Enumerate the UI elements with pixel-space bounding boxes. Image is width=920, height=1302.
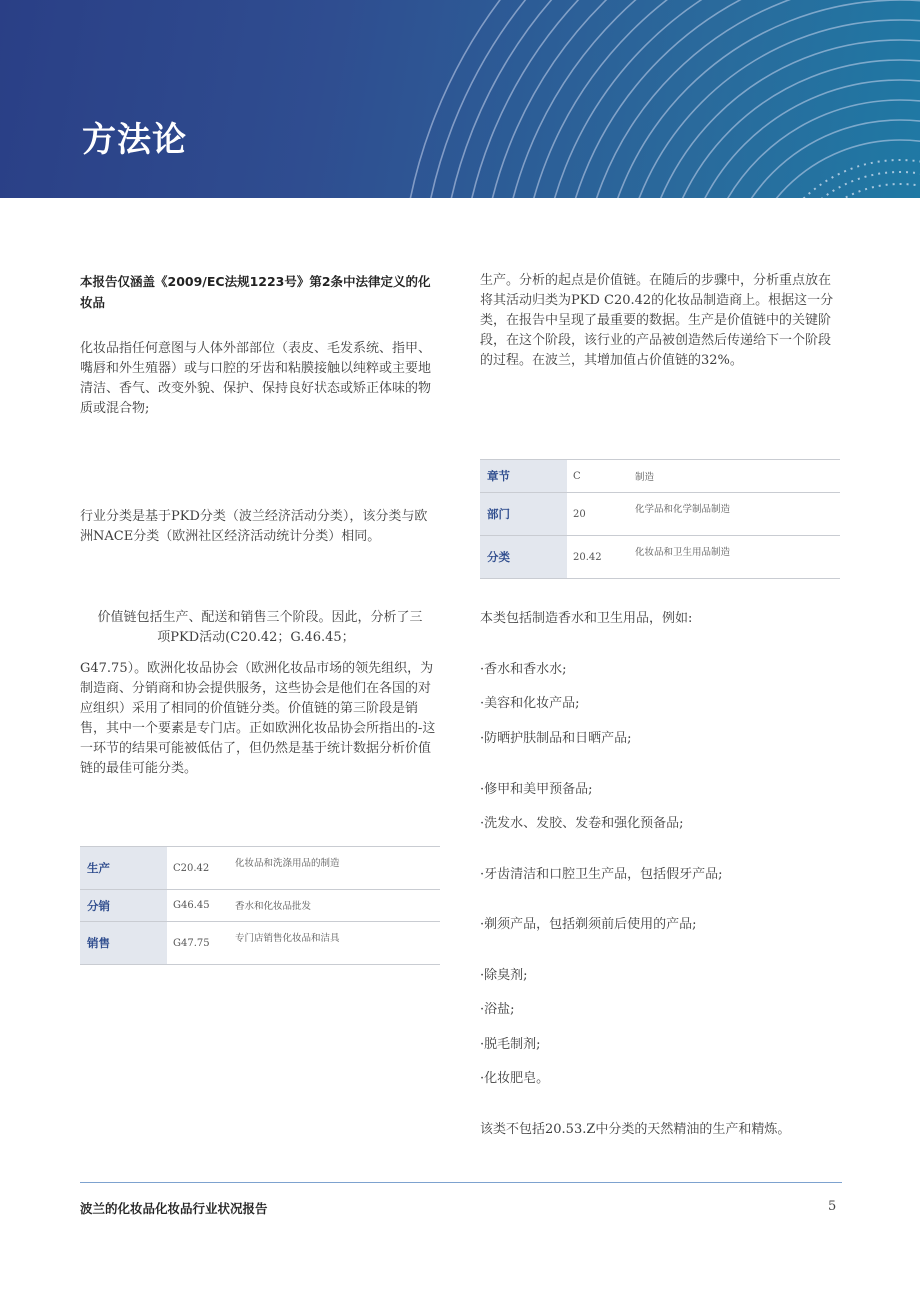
- list-item: ·香水和香水水;: [480, 662, 567, 677]
- exclusion-note: 该类不包括20.53.Z中分类的天然精油的生产和精炼。: [480, 1122, 791, 1137]
- table-row: [480, 493, 840, 536]
- list-item: ·脱毛制剂;: [480, 1037, 541, 1052]
- table-code: C: [567, 460, 635, 493]
- table-desc: 专门店销售化妆品和洁具: [235, 922, 440, 965]
- table-row: [80, 847, 440, 890]
- table-row: [80, 922, 440, 965]
- table-desc: 化学品和化学制品制造: [635, 493, 840, 536]
- decorative-arcs: [0, 0, 920, 198]
- value-chain-line-2: 项PKD活动(C20.42；G.46.45；: [157, 630, 355, 645]
- includes-intro: 本类包括制造香水和卫生用品，例如:: [480, 611, 693, 626]
- table-desc: 化妆品和洗涤用品的制造: [235, 847, 440, 890]
- footer-divider: [80, 1182, 842, 1183]
- value-chain-table: [80, 846, 440, 965]
- value-chain-line-1: 价值链包括生产、配送和销售三个阶段。因此，分析了三: [97, 610, 423, 625]
- table-code: 20.42: [567, 536, 635, 579]
- table-desc: 化妆品和卫生用品制造: [635, 536, 840, 579]
- classification-paragraph: 行业分类是基于PKD分类（波兰经济活动分类），该分类与欧洲NACE分类（欧洲社区经济活动统计分类）相同。: [80, 509, 428, 544]
- list-item: ·剃须产品，包括剃须前后使用的产品;: [480, 917, 697, 932]
- list-item: ·牙齿清洁和口腔卫生产品，包括假牙产品;: [480, 867, 723, 882]
- list-item: ·防晒护肤制品和日晒产品;: [480, 731, 632, 746]
- table-code: C20.42: [167, 847, 235, 890]
- list-item: ·浴盐;: [480, 1002, 515, 1017]
- table-key: 部门: [480, 493, 567, 536]
- list-item: ·美容和化妆产品;: [480, 696, 580, 711]
- table-code: G46.45: [167, 890, 235, 922]
- value-chain-paragraph: G47.75）。欧洲化妆品协会（欧洲化妆品市场的领先组织，为制造商、分销商和协会提供服务，这些协会是他们在各国的对应组织）采用了相同的价值链分类。价值链的第三阶段是销售，其中一个要素是专门店。正如欧洲化妆品协会所指出的-这一环节的结果可能被低估了，但仍然是基于统计数据分析价值链的最佳可能分类。: [80, 661, 436, 776]
- footer-report-title: 波兰的化妆品化妆品行业状况报告: [80, 1201, 268, 1216]
- list-item: ·除臭剂;: [480, 968, 528, 983]
- table-row: [480, 536, 840, 579]
- table-row: [480, 460, 840, 493]
- table-key: 销售: [80, 922, 167, 965]
- list-item: ·化妆肥皂。: [480, 1071, 550, 1086]
- table-row: [80, 890, 440, 922]
- classification-table: [480, 459, 840, 579]
- table-desc: 制造: [635, 460, 840, 493]
- list-item: ·修甲和美甲预备品;: [480, 782, 593, 797]
- table-code: 20: [567, 493, 635, 536]
- table-code: G47.75: [167, 922, 235, 965]
- table-key: 生产: [80, 847, 167, 890]
- table-key: 分销: [80, 890, 167, 922]
- table-key: 分类: [480, 536, 567, 579]
- page-number: 5: [828, 1199, 837, 1214]
- list-item: ·洗发水、发胶、发卷和强化预备品;: [480, 816, 684, 831]
- cosmetic-definition: 化妆品指任何意图与人体外部部位（表皮、毛发系统、指甲、嘴唇和外生殖器）或与口腔的牙齿和粘膜接触以纯粹或主要地清洁、香气、改变外貌、保护、保持良好状态或矫正体味的物质或混合物;: [80, 341, 432, 416]
- scope-heading: 本报告仅涵盖《2009/EC法规1223号》第2条中法律定义的化妆品: [80, 274, 431, 310]
- header-banner: [0, 0, 920, 198]
- production-paragraph: 生产。分析的起点是价值链。在随后的步骤中，分析重点放在将其活动归类为PKD C20.42的化妆品制造商上。根据这一分类，在报告中呈现了最重要的数据。生产是价值链中的关键阶段，在这个阶段，该行业的产品被创造然后传递给下一个阶段的过程。在波兰，其增加值占价值链的32%。: [480, 273, 834, 368]
- table-key: 章节: [480, 460, 567, 493]
- table-desc: 香水和化妆品批发: [235, 890, 440, 922]
- page-title: 方法论: [82, 120, 187, 160]
